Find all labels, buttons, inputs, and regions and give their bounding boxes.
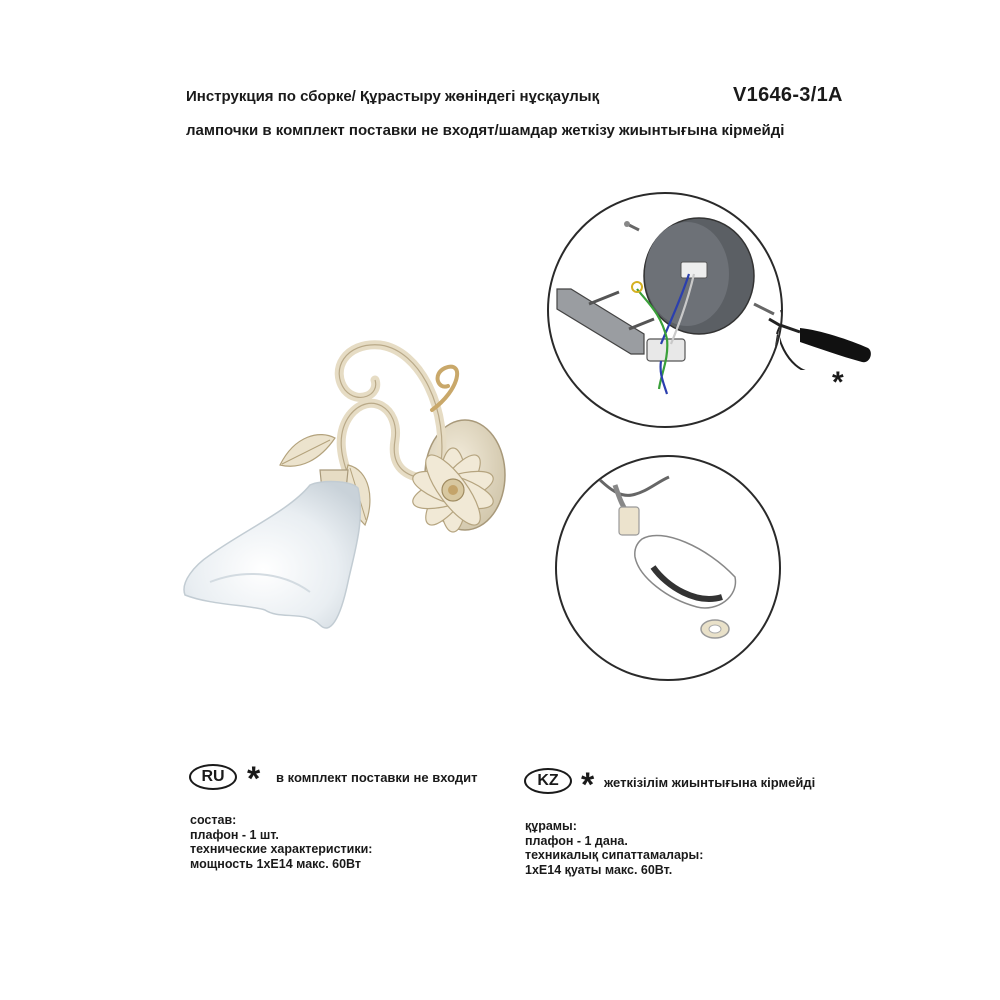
screwdriver-handle-area — [780, 300, 880, 370]
kz-asterisk: * — [581, 766, 595, 804]
lamp-socket — [619, 507, 639, 535]
ru-spec-line: состав: — [190, 813, 237, 827]
ru-asterisk: * — [247, 760, 261, 798]
kz-spec-line: техникалық сипаттамалары: — [525, 848, 704, 862]
ru-spec-line: мощность 1хE14 макс. 60Вт — [190, 856, 362, 871]
wiring-diagram — [549, 194, 781, 426]
screwdriver-tip — [780, 325, 800, 332]
screw-left — [589, 292, 619, 304]
screwdriver-handle — [800, 328, 871, 362]
kz-spec-line: плафон - 1 дана. — [525, 833, 628, 848]
kz-spec-block — [525, 819, 703, 877]
glass-shade — [184, 482, 360, 628]
ru-spec-line: технические характеристики: — [190, 842, 373, 856]
socket-wire — [597, 477, 669, 495]
ru-not-included-note: в комплект поставки не входит — [276, 770, 478, 785]
ru-spec-line: плафон - 1 шт. — [190, 827, 279, 842]
canopy-screw — [754, 304, 774, 314]
kz-spec-line: құрамы: — [525, 819, 577, 833]
shade-detail-circle — [555, 455, 781, 681]
ru-spec-block — [190, 813, 372, 871]
tool-not-included-marker: * — [832, 366, 844, 399]
sconce-illustration — [170, 320, 540, 650]
model-number: V1646-3/1A — [733, 84, 843, 106]
document-title: Инструкция по сборке/ Құрастыру жөніндегі нұсқаулық — [186, 88, 600, 105]
document-subtitle: лампочки в комплект поставки не входят/шамдар жеткізу жиынтығына кірмейді — [186, 122, 785, 139]
leaf-left — [280, 435, 335, 467]
shade-install-diagram — [557, 457, 779, 679]
screw-center — [629, 319, 654, 329]
kz-language-badge: KZ — [524, 768, 572, 794]
wiring-detail-circle — [547, 192, 783, 428]
kz-spec-line: 1хE14 қуаты макс. 60Вт. — [525, 862, 673, 877]
kz-not-included-note: жеткізілім жиынтығына кірмейді — [604, 775, 816, 790]
ru-language-badge: RU — [189, 764, 237, 790]
